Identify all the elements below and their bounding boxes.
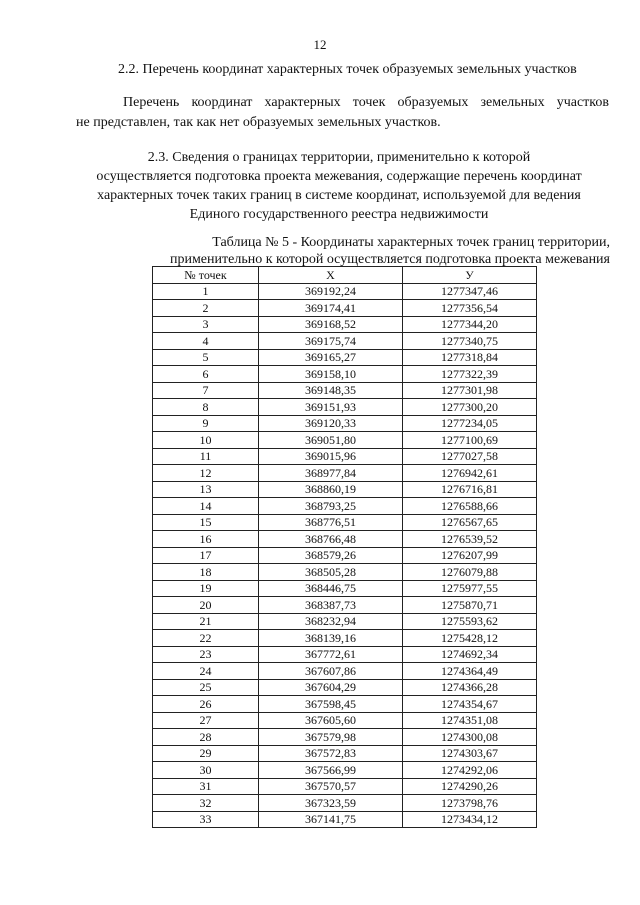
y-coordinate-cell: 1275870,71 (403, 597, 537, 614)
point-number-cell: 6 (153, 366, 259, 383)
table-row (153, 448, 537, 465)
x-coordinate-cell: 369148,35 (259, 382, 403, 399)
point-number-cell: 30 (153, 762, 259, 779)
table-row (153, 415, 537, 432)
point-number-cell: 2 (153, 300, 259, 317)
x-coordinate-cell: 369165,27 (259, 349, 403, 366)
table-row (153, 778, 537, 795)
point-number-cell: 14 (153, 498, 259, 515)
y-coordinate-cell: 1274351,08 (403, 712, 537, 729)
y-coordinate-cell: 1277300,20 (403, 399, 537, 416)
point-number-cell: 24 (153, 663, 259, 680)
table-row (153, 498, 537, 515)
point-number-cell: 4 (153, 333, 259, 350)
y-coordinate-cell: 1275977,55 (403, 580, 537, 597)
table-row (153, 745, 537, 762)
x-coordinate-cell: 367607,86 (259, 663, 403, 680)
table-row (153, 564, 537, 581)
table-row (153, 514, 537, 531)
point-number-cell: 22 (153, 630, 259, 647)
point-number-cell: 13 (153, 481, 259, 498)
section-2-2-paragraph (76, 93, 609, 133)
y-coordinate-cell: 1274354,67 (403, 696, 537, 713)
table-row (153, 795, 537, 812)
y-coordinate-cell: 1274692,34 (403, 646, 537, 663)
point-number-cell: 7 (153, 382, 259, 399)
table-row (153, 630, 537, 647)
table-row (153, 613, 537, 630)
y-coordinate-cell: 1273434,12 (403, 811, 537, 828)
section-2-3-line-1: 2.3. Сведения о границах территории, применительно к которой (147, 150, 531, 165)
x-coordinate-cell: 367579,98 (259, 729, 403, 746)
x-coordinate-cell: 369015,96 (259, 448, 403, 465)
table-row (153, 432, 537, 449)
y-coordinate-cell: 1277347,46 (403, 283, 537, 300)
y-coordinate-cell: 1276588,66 (403, 498, 537, 515)
point-number-cell: 21 (153, 613, 259, 630)
y-coordinate-cell: 1277301,98 (403, 382, 537, 399)
table-row (153, 712, 537, 729)
y-coordinate-cell: 1275428,12 (403, 630, 537, 647)
point-number-cell: 5 (153, 349, 259, 366)
x-coordinate-cell: 369175,74 (259, 333, 403, 350)
x-coordinate-cell: 368766,48 (259, 531, 403, 548)
y-coordinate-cell: 1274300,08 (403, 729, 537, 746)
x-coordinate-cell: 369151,93 (259, 399, 403, 416)
y-coordinate-cell: 1274290,26 (403, 778, 537, 795)
y-coordinate-cell: 1277340,75 (403, 333, 537, 350)
table-row (153, 366, 537, 383)
y-coordinate-cell: 1276567,65 (403, 514, 537, 531)
point-number-cell: 23 (153, 646, 259, 663)
table-row (153, 531, 537, 548)
table-row (153, 696, 537, 713)
x-coordinate-cell: 368505,28 (259, 564, 403, 581)
table-caption-line-2: применительно к которой осуществляется подготовка проекта межевания (169, 252, 610, 267)
table-row (153, 481, 537, 498)
y-coordinate-cell: 1274364,49 (403, 663, 537, 680)
table-row (153, 580, 537, 597)
point-number-cell: 18 (153, 564, 259, 581)
paragraph-line-2: не представлен, так как нет образуемых земельных участков. (76, 115, 441, 130)
point-number-cell: 15 (153, 514, 259, 531)
point-number-cell: 10 (153, 432, 259, 449)
x-coordinate-cell: 368387,73 (259, 597, 403, 614)
y-coordinate-cell: 1277100,69 (403, 432, 537, 449)
header-point-number: № точек (153, 267, 259, 284)
x-coordinate-cell: 369192,24 (259, 283, 403, 300)
table-row (153, 811, 537, 828)
x-coordinate-cell: 367141,75 (259, 811, 403, 828)
point-number-cell: 17 (153, 547, 259, 564)
table-row (153, 300, 537, 317)
point-number-cell: 26 (153, 696, 259, 713)
table-row (153, 547, 537, 564)
section-2-3-line-3: характерных точек таких границ в системе координат, используемой для ведения (97, 188, 581, 203)
x-coordinate-cell: 368579,26 (259, 547, 403, 564)
table-row (153, 399, 537, 416)
x-coordinate-cell: 368860,19 (259, 481, 403, 498)
y-coordinate-cell: 1277027,58 (403, 448, 537, 465)
table-row (153, 382, 537, 399)
page-number: 12 (313, 37, 327, 52)
section-2-3-heading (68, 148, 610, 224)
x-coordinate-cell: 367598,45 (259, 696, 403, 713)
table-row (153, 663, 537, 680)
point-number-cell: 16 (153, 531, 259, 548)
table-row (153, 465, 537, 482)
paragraph-line-1: Перечень координат характерных точек образуемых земельных участков (123, 95, 609, 110)
y-coordinate-cell: 1274303,67 (403, 745, 537, 762)
table-row (153, 729, 537, 746)
point-number-cell: 28 (153, 729, 259, 746)
x-coordinate-cell: 368977,84 (259, 465, 403, 482)
y-coordinate-cell: 1276539,52 (403, 531, 537, 548)
table-row (153, 679, 537, 696)
x-coordinate-cell: 369120,33 (259, 415, 403, 432)
table-body (153, 283, 537, 828)
point-number-cell: 8 (153, 399, 259, 416)
x-coordinate-cell: 367570,57 (259, 778, 403, 795)
point-number-cell: 32 (153, 795, 259, 812)
table-row (153, 349, 537, 366)
table-row (153, 316, 537, 333)
x-coordinate-cell: 367572,83 (259, 745, 403, 762)
table-header-row (153, 267, 537, 284)
point-number-cell: 33 (153, 811, 259, 828)
table-row (153, 283, 537, 300)
point-number-cell: 19 (153, 580, 259, 597)
table-row (153, 762, 537, 779)
x-coordinate-cell: 368793,25 (259, 498, 403, 515)
y-coordinate-cell: 1276716,81 (403, 481, 537, 498)
x-coordinate-cell: 368446,75 (259, 580, 403, 597)
section-2-3-line-4: Единого государственного реестра недвижимости (189, 207, 489, 222)
y-coordinate-cell: 1273798,76 (403, 795, 537, 812)
y-coordinate-cell: 1276942,61 (403, 465, 537, 482)
table-caption-line-1: Таблица № 5 - Координаты характерных точек границ территории, (212, 235, 610, 250)
y-coordinate-cell: 1277318,84 (403, 349, 537, 366)
table-row (153, 646, 537, 663)
point-number-cell: 27 (153, 712, 259, 729)
y-coordinate-cell: 1276079,88 (403, 564, 537, 581)
x-coordinate-cell: 367772,61 (259, 646, 403, 663)
y-coordinate-cell: 1275593,62 (403, 613, 537, 630)
y-coordinate-cell: 1274292,06 (403, 762, 537, 779)
point-number-cell: 11 (153, 448, 259, 465)
x-coordinate-cell: 367605,60 (259, 712, 403, 729)
y-coordinate-cell: 1277234,05 (403, 415, 537, 432)
point-number-cell: 29 (153, 745, 259, 762)
y-coordinate-cell: 1277344,20 (403, 316, 537, 333)
y-coordinate-cell: 1276207,99 (403, 547, 537, 564)
x-coordinate-cell: 368776,51 (259, 514, 403, 531)
header-x: X (259, 267, 403, 284)
point-number-cell: 12 (153, 465, 259, 482)
section-2-2-title: 2.2. Перечень координат характерных точек образуемых земельных участков (118, 62, 577, 77)
x-coordinate-cell: 367604,29 (259, 679, 403, 696)
x-coordinate-cell: 369174,41 (259, 300, 403, 317)
coordinates-table (152, 266, 537, 828)
table-caption (136, 234, 610, 268)
table-row (153, 597, 537, 614)
y-coordinate-cell: 1277356,54 (403, 300, 537, 317)
point-number-cell: 31 (153, 778, 259, 795)
table-row (153, 333, 537, 350)
x-coordinate-cell: 369168,52 (259, 316, 403, 333)
x-coordinate-cell: 369158,10 (259, 366, 403, 383)
x-coordinate-cell: 368139,16 (259, 630, 403, 647)
y-coordinate-cell: 1277322,39 (403, 366, 537, 383)
point-number-cell: 1 (153, 283, 259, 300)
x-coordinate-cell: 367566,99 (259, 762, 403, 779)
point-number-cell: 9 (153, 415, 259, 432)
point-number-cell: 25 (153, 679, 259, 696)
x-coordinate-cell: 369051,80 (259, 432, 403, 449)
x-coordinate-cell: 368232,94 (259, 613, 403, 630)
point-number-cell: 20 (153, 597, 259, 614)
y-coordinate-cell: 1274366,28 (403, 679, 537, 696)
header-y: У (403, 267, 537, 284)
x-coordinate-cell: 367323,59 (259, 795, 403, 812)
point-number-cell: 3 (153, 316, 259, 333)
section-2-3-line-2: осуществляется подготовка проекта межевания, содержащие перечень координат (96, 169, 582, 184)
